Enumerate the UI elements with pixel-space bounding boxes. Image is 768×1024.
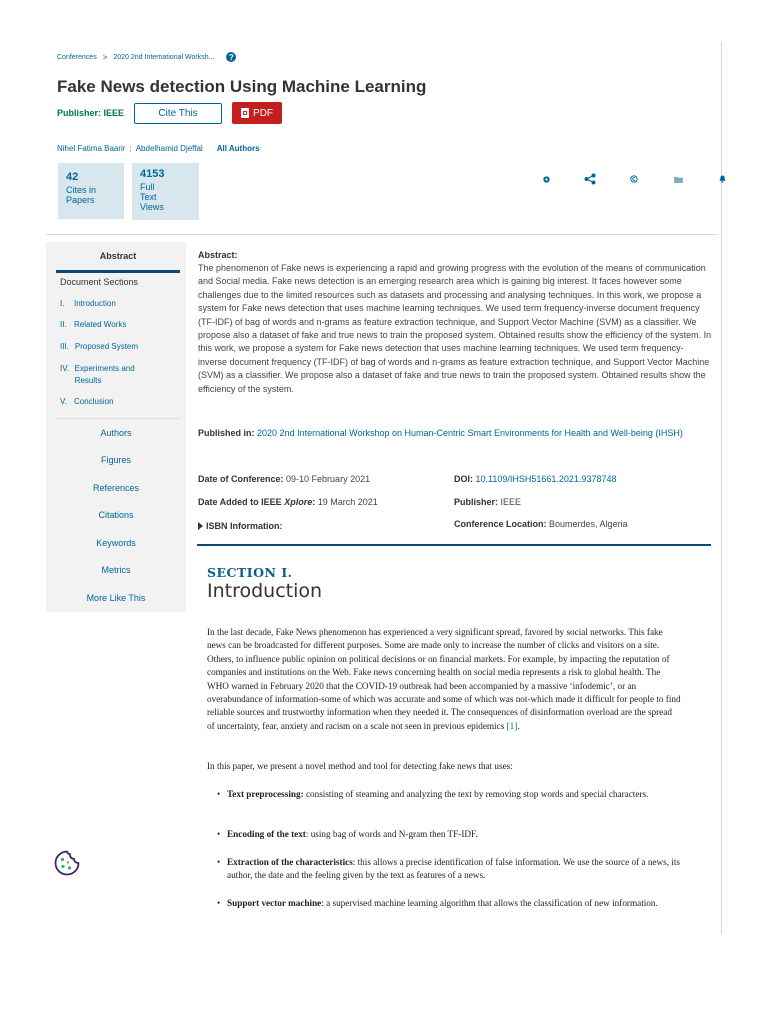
list-item-head: Text preprocessing: <box>227 789 304 799</box>
section-label: Related Works <box>74 320 127 329</box>
page-title: Fake News detection Using Machine Learning <box>57 77 427 96</box>
meta-label: Date of Conference: <box>198 474 284 484</box>
section-number: I. <box>60 299 65 308</box>
sidebar-link-citations[interactable]: Citations <box>98 510 134 520</box>
section-number: IV. <box>60 364 70 373</box>
list-item-head: Support vector machine <box>227 898 322 908</box>
isbn-toggle[interactable] <box>198 521 283 531</box>
published-in <box>198 427 710 440</box>
section-label: Proposed System <box>74 342 139 351</box>
conference-location <box>454 519 628 529</box>
list-item-text: : a supervised machine learning algorithm that allows the classification of new information. <box>321 898 658 908</box>
sidebar-link-keywords[interactable]: Keywords <box>96 538 136 548</box>
bullet-icon: • <box>217 857 221 867</box>
section-label: Introduction <box>74 299 116 308</box>
publisher-label: Publisher: IEEE <box>57 108 125 118</box>
paragraph-text: In the last decade, Fake News phenomenon has experienced a very significant spread, favored by social networks. This fake news can be broadcasted for different purposes. Some are made only to increase the number of clicks and visitors on a site. Others, to influence public opinion on political decisions or on financial markets. For example, by impacting the reputation of companies and institutions on the Web. Fake news concerning health on social media represents a risk to global health. The WHO warned in February 2020 that the COVID-19 outbreak had been accompanied by a massive ‘infodemic’, or an overabundance of information-some of which was accurate and some of which was not-which made it difficult for people to find reliable sources and trustworthy information when they needed it. The consequences of disinformation overload are the spread of uncertainty, fear, anxiety and racism on a scale not seen in previous epidemics <box>207 627 681 731</box>
sidebar-divider <box>56 418 180 419</box>
published-in-link[interactable]: 2020 2nd International Workshop on Human-Centric Smart Environments for Health and Well-being (IHSH) <box>257 428 683 438</box>
bell-icon[interactable] <box>700 173 744 185</box>
publisher-row <box>57 102 282 124</box>
bullet-icon: • <box>217 898 221 908</box>
sidebar-link-authors[interactable]: Authors <box>100 428 132 438</box>
metric-number: 42 <box>66 171 79 183</box>
sidebar-section-related-works[interactable] <box>60 320 126 329</box>
sidebar-tab-abstract[interactable]: Abstract <box>56 242 180 273</box>
author-list <box>57 144 260 153</box>
cite-this-button[interactable]: Cite This <box>134 103 222 124</box>
expand-triangle-icon <box>198 522 203 530</box>
doi-link[interactable]: 10.1109/IHSH51661.2021.9378748 <box>475 474 617 484</box>
breadcrumb-conferences[interactable]: Conferences <box>57 53 97 61</box>
share-icon[interactable] <box>568 173 612 185</box>
list-item <box>217 788 681 801</box>
bullet-icon: • <box>217 829 221 839</box>
metric-label: Cites in <box>66 185 97 195</box>
author-link[interactable]: Nihel Fatima Baarir <box>57 144 126 153</box>
all-authors-link[interactable]: All Authors <box>216 144 260 153</box>
date-of-conference <box>198 474 370 484</box>
pdf-label: PDF <box>253 107 274 119</box>
metric-label: Views <box>140 202 164 212</box>
metric-label: Full <box>140 182 155 192</box>
document-sections-heading: Document Sections <box>60 277 139 287</box>
published-in-label: Published in: <box>198 428 255 438</box>
document-actions <box>524 173 744 185</box>
metric-label: Text <box>140 192 157 202</box>
pdf-button[interactable] <box>232 102 282 124</box>
author-separator: ; <box>129 144 132 153</box>
sidebar-section-proposed-system[interactable] <box>60 342 138 351</box>
section-title: Introduction <box>207 580 323 602</box>
meta-value: 09-10 February 2021 <box>286 474 371 484</box>
paragraph-end: . <box>517 720 520 731</box>
doi <box>454 474 616 484</box>
sidebar-section-experiments[interactable] <box>60 363 160 387</box>
meta-value: 19 March 2021 <box>317 497 378 507</box>
sidebar-link-metrics[interactable]: Metrics <box>101 565 131 575</box>
sidebar-link-figures[interactable]: Figures <box>100 455 131 465</box>
folder-icon[interactable] <box>656 173 700 185</box>
sidebar <box>46 242 186 612</box>
publisher-meta <box>454 497 521 507</box>
section-divider <box>197 544 711 546</box>
meta-label: DOI: <box>454 474 473 484</box>
meta-label: Conference Location: <box>454 519 547 529</box>
pdf-icon <box>241 108 249 118</box>
body-paragraph <box>207 626 681 733</box>
reference-link[interactable]: [1] <box>506 720 518 731</box>
list-item <box>217 828 681 841</box>
bullet-icon: • <box>217 789 221 799</box>
meta-label-xplore: Xplore <box>284 497 313 507</box>
meta-label: Date Added to IEEE <box>198 497 282 507</box>
breadcrumb-separator: > <box>102 52 108 62</box>
list-item <box>217 897 681 910</box>
full-text-views-metric[interactable] <box>132 163 199 220</box>
breadcrumb <box>57 52 236 62</box>
body-paragraph: In this paper, we present a novel method and tool for detecting fake news that uses: <box>207 761 513 771</box>
cites-in-papers-metric[interactable] <box>58 163 124 219</box>
meta-value: Boumerdes, Algeria <box>549 519 628 529</box>
abstract-text: The phenomenon of Fake news is experiencing a rapid and growing progress with the evolution of the means of communication and Social media. Fake news detection is an emerging research area which is gaining big interest. It faces however some challenges due to the limited resources such as datasets and processing and analysing techniques. In this work, we propose a system for Fake news detection that uses machine learning techniques. We used term frequency-inverse document frequency (TF-IDF) of bag of words and n-grams as feature extraction technique, and Support Vector Machine (SVM) as a classifier. We propose also a dataset of fake and true news to train the proposed system. Obtained results show the efficiency of the system. In this work, we propose a system for Fake news detection that uses machine learning techniques. We used term frequency-inverse document frequency (TF-IDF) of bag of words and n-grams as feature extraction technique, and Support Vector Machine (SVM) as a classifier. We propose also a dataset of fake and true news to train the proposed system. Obtained results show the efficiency of the system. <box>198 263 712 394</box>
sidebar-section-introduction[interactable] <box>60 299 116 308</box>
header-divider <box>46 234 718 235</box>
sidebar-section-conclusion[interactable] <box>60 397 114 406</box>
section-label: SECTION I. <box>207 565 293 580</box>
metric-number: 4153 <box>140 168 165 180</box>
orcid-icon[interactable] <box>524 173 568 185</box>
help-icon[interactable]: ? <box>226 52 236 62</box>
list-item-head: Encoding of the text <box>227 829 306 839</box>
isbn-label: ISBN Information: <box>206 521 283 531</box>
section-number: III. <box>60 342 69 351</box>
sidebar-link-references[interactable]: References <box>92 483 140 493</box>
breadcrumb-conference[interactable]: 2020 2nd International Worksh... <box>113 53 215 61</box>
cookie-icon[interactable] <box>53 849 81 877</box>
metric-label: Papers <box>66 195 95 205</box>
list-item-head: Extraction of the characteristics <box>227 857 353 867</box>
abstract-heading: Abstract: <box>198 250 238 260</box>
meta-label: Publisher: <box>454 497 499 507</box>
section-number: V. <box>60 397 67 406</box>
section-number: II. <box>60 320 67 329</box>
date-added: Date Added to IEEE Xplore: 19 March 2021 <box>198 497 378 507</box>
list-item-text: consisting of steaming and analyzing the text by removing stop words and special characters. <box>303 789 649 799</box>
author-link[interactable]: Abdelhamid Djeffal <box>135 144 203 153</box>
list-item-text: : using bag of words and N-gram then TF-IDF. <box>305 829 478 839</box>
list-item <box>217 856 681 883</box>
sidebar-link-more-like-this[interactable]: More Like This <box>86 593 146 603</box>
list-item-text: : this allows a precise identification of false information. We use the source of a news, its author, the date and the feeling given by the text as features of a news. <box>227 857 680 881</box>
meta-value: IEEE <box>500 497 522 507</box>
section-label: Experiments and Results <box>74 364 135 385</box>
section-label: Conclusion <box>74 397 114 406</box>
copyright-icon[interactable] <box>612 173 656 185</box>
